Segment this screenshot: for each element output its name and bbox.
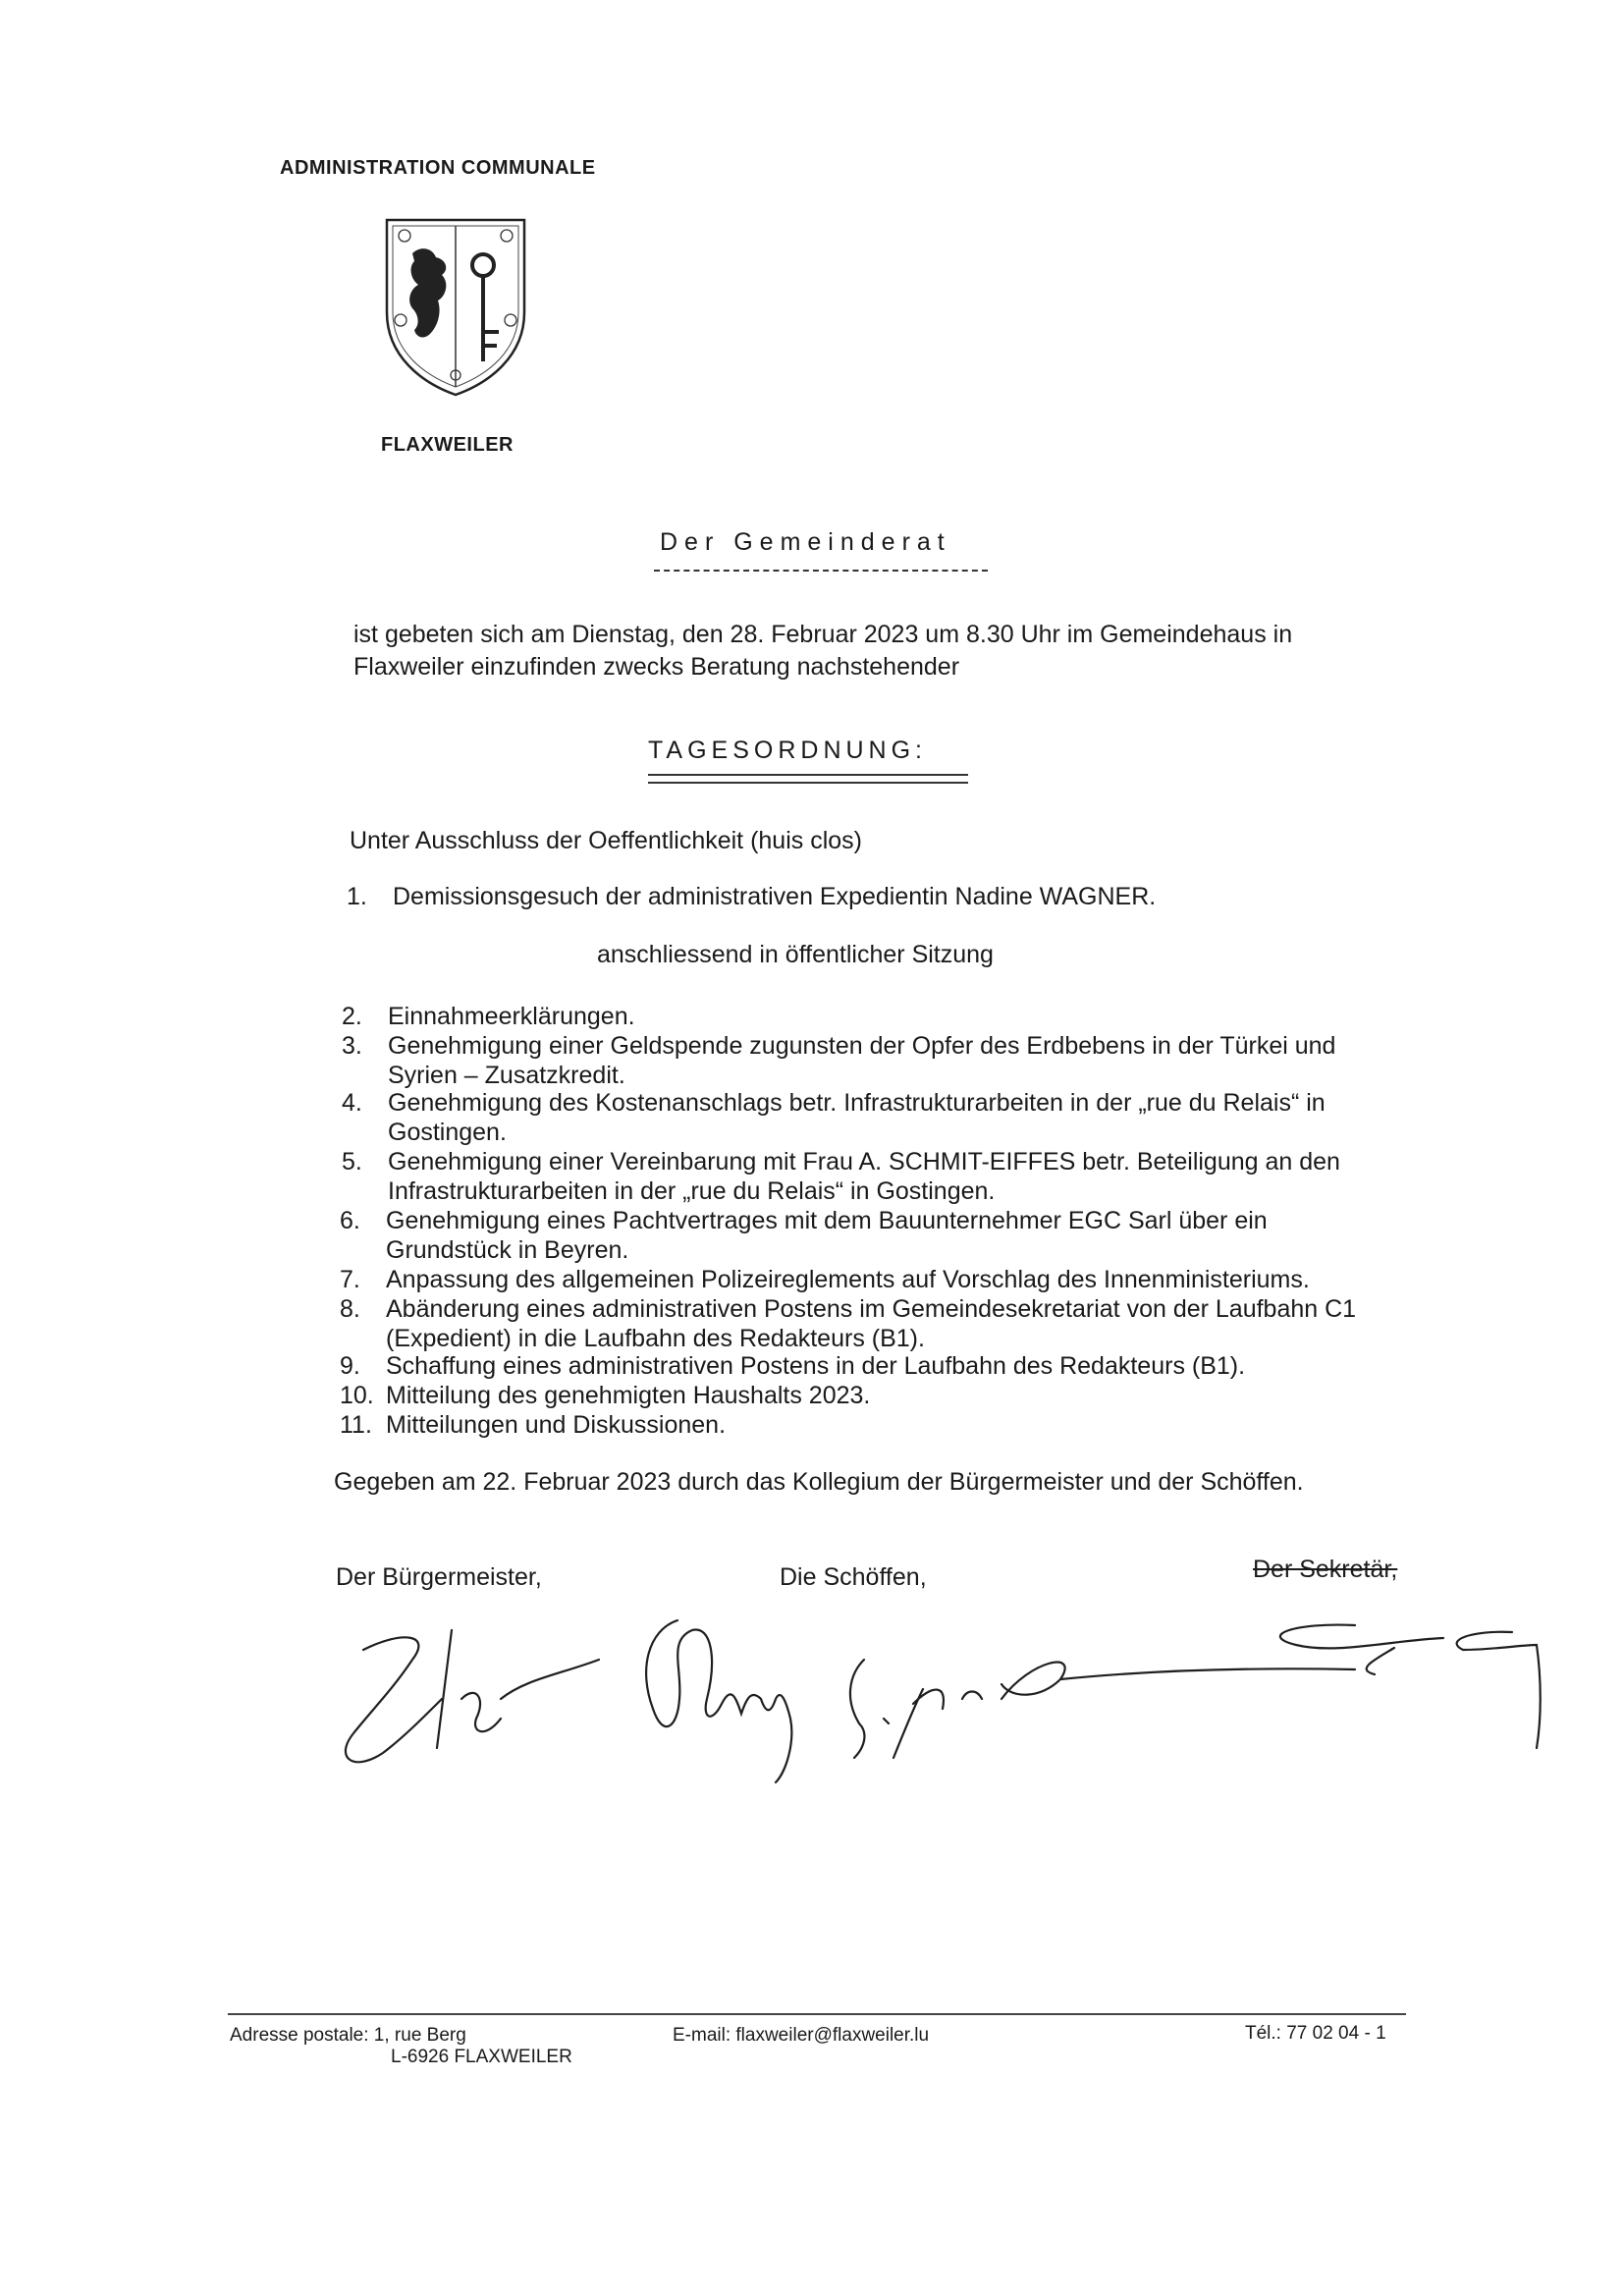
agenda-item <box>340 1294 1380 1353</box>
agenda-item-number: 7. <box>340 1266 360 1293</box>
agenda-item-text: Demissionsgesuch der administrativen Expedientin Nadine WAGNER. <box>393 883 1157 910</box>
secretary-label: Der Sekretär, <box>1253 1556 1398 1583</box>
invitation-text: ist gebeten sich am Dienstag, den 28. Februar 2023 um 8.30 Uhr im Gemeindehaus in Flaxweiler einzufinden zwecks Beratung nachstehender <box>353 621 1293 681</box>
agenda-item <box>342 1031 1382 1090</box>
agenda-item-text: Schaffung eines administrativen Postens in der Laufbahn des Redakteurs (B1). <box>386 1352 1246 1380</box>
agenda-item-text: Abänderung eines administrativen Postens im Gemeindesekretariat von der Laufbahn C1 (Expedient) in die Laufbahn des Redakteurs (B1). <box>386 1295 1357 1352</box>
agenda-item-number: 4. <box>342 1089 362 1117</box>
agenda-item-number: 6. <box>340 1207 360 1234</box>
agenda-item <box>340 1206 1380 1265</box>
closed-session-note: Unter Ausschluss der Oeffentlichkeit (huis clos) <box>350 827 862 854</box>
agenda-double-underline <box>648 774 968 784</box>
footer-address-line2: L-6926 FLAXWEILER <box>391 2047 572 2067</box>
alderman-signature-2 <box>850 1660 1355 1758</box>
agenda-item <box>342 1002 1382 1031</box>
signatures-area <box>314 1552 1551 1807</box>
aldermen-label: Die Schöffen, <box>780 1563 927 1591</box>
closing-statement: Gegeben am 22. Februar 2023 durch das Kollegium der Bürgermeister und der Schöffen. <box>334 1468 1304 1496</box>
secretary-signature <box>1280 1625 1541 1748</box>
agenda-item-text: Genehmigung des Kostenanschlags betr. Infrastrukturarbeiten in der „rue du Relais“ in Gostingen. <box>388 1089 1326 1146</box>
agenda-item <box>340 1351 1380 1381</box>
agenda-item-number: 3. <box>342 1032 362 1060</box>
administration-label: ADMINISTRATION COMMUNALE <box>280 157 596 179</box>
agenda-item-text: Einnahmeerklärungen. <box>388 1003 635 1030</box>
footer-phone: Tél.: 77 02 04 - 1 <box>1245 2023 1386 2044</box>
coat-of-arms-icon <box>381 214 530 401</box>
agenda-item-text: Genehmigung einer Geldspende zugunsten der Opfer des Erdbebens in der Türkei und Syrien – Zusatzkredit. <box>388 1032 1336 1089</box>
agenda-item-number: 8. <box>340 1295 360 1323</box>
agenda-item-number: 10. <box>340 1382 374 1409</box>
alderman-signature-1 <box>646 1620 791 1782</box>
mayor-label: Der Bürgermeister, <box>336 1563 542 1591</box>
agenda-item-text: Mitteilungen und Diskussionen. <box>386 1411 727 1439</box>
agenda-item <box>342 1147 1382 1206</box>
heading-underline <box>654 570 988 572</box>
agenda-item-text: Genehmigung einer Vereinbarung mit Frau A. SCHMIT-EIFFES betr. Beteiligung an den Infrastrukturarbeiten in der „rue du Relais“ in Gostingen. <box>388 1148 1340 1205</box>
agenda-item-text: Anpassung des allgemeinen Polizeireglements auf Vorschlag des Innenministeriums. <box>386 1266 1310 1293</box>
agenda-item-number: 9. <box>340 1352 360 1380</box>
agenda-heading: TAGESORDNUNG: <box>648 737 927 764</box>
town-name: FLAXWEILER <box>381 434 514 456</box>
agenda-item-number: 5. <box>342 1148 362 1175</box>
footer-email: E-mail: flaxweiler@flaxweiler.lu <box>673 2025 930 2046</box>
footer-address: Adresse postale: 1, rue Berg <box>230 2025 466 2046</box>
agenda-item <box>340 1381 1380 1410</box>
agenda-item <box>342 1088 1382 1147</box>
agenda-item-number: 11. <box>340 1411 372 1439</box>
agenda-item-text: Genehmigung eines Pachtvertrages mit dem Bauunternehmer EGC Sarl über ein Grundstück in Beyren. <box>386 1207 1268 1264</box>
open-session-note: anschliessend in öffentlicher Sitzung <box>597 941 994 968</box>
agenda-item-number: 1. <box>347 883 367 910</box>
agenda-item-text: Mitteilung des genehmigten Haushalts 2023. <box>386 1382 871 1409</box>
mayor-signature <box>346 1630 599 1762</box>
agenda-item-number: 2. <box>342 1003 362 1030</box>
council-heading: Der Gemeinderat <box>660 528 951 556</box>
agenda-item <box>340 1410 1380 1440</box>
footer-divider <box>228 2013 1406 2015</box>
agenda-item <box>340 1265 1380 1294</box>
agenda-item <box>347 882 1387 911</box>
